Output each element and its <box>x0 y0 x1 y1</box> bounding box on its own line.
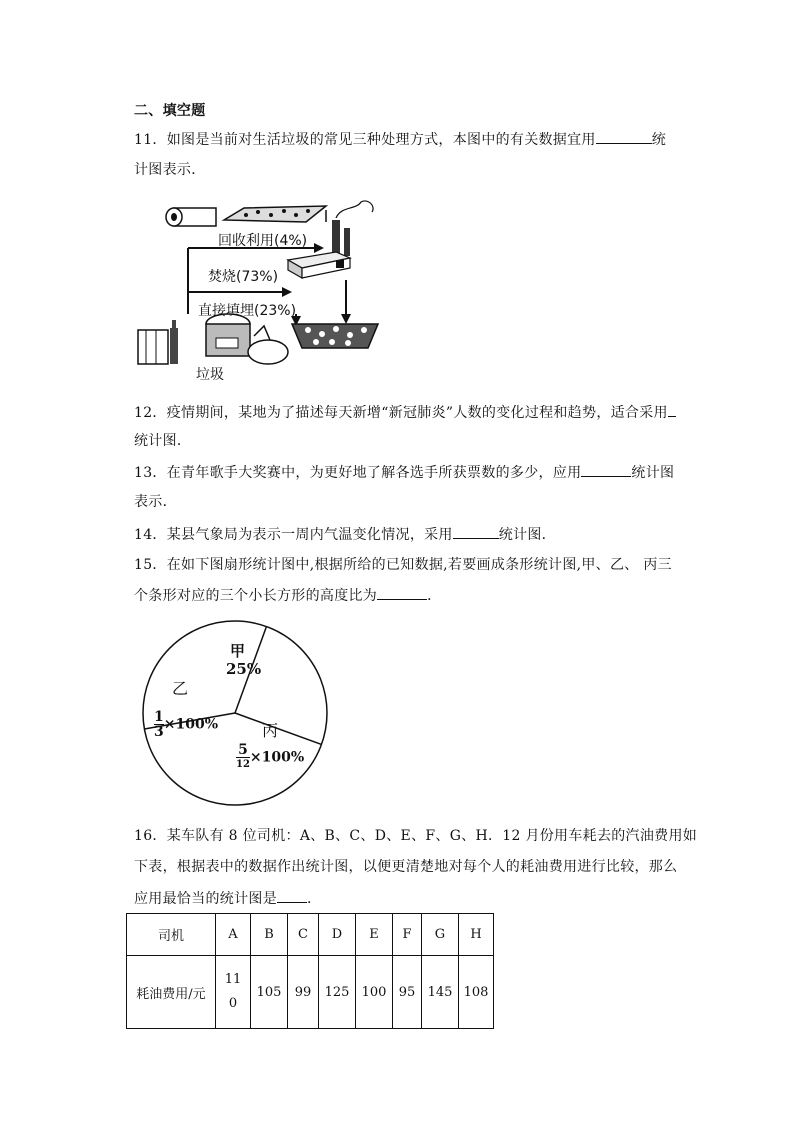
q15-text-end: ． <box>427 588 442 604</box>
slice-jia-label: 25% <box>226 660 262 678</box>
q14-text-end: 统计图． <box>498 527 556 543</box>
paper-roll-icon <box>166 208 216 226</box>
table-cell: 110 <box>216 956 251 1029</box>
garbage-label: 垃圾 <box>196 367 224 383</box>
slice-bing-name: 丙 <box>262 721 279 740</box>
q14-text: 14．某县气象局为表示一周内气温变化情况，采用 <box>134 527 453 543</box>
recycle-label: 回收利用(4%) <box>218 233 308 249</box>
slice-bing-numerator: 5 <box>236 744 250 758</box>
table-cell: B <box>251 914 288 956</box>
table-header-cost: 耗油费用/元 <box>127 956 216 1029</box>
slice-bing-denominator: 12 <box>236 759 250 770</box>
table-cell: 125 <box>319 956 356 1029</box>
slice-yi-suffix: ×100% <box>163 716 219 733</box>
table-row-costs <box>127 956 494 1029</box>
q11-text: 11．如图是当前对生活垃圾的常见三种处理方式，本图中的有关数据宜用 <box>134 132 596 148</box>
table-cell: E <box>356 914 393 956</box>
slice-yi-fraction <box>154 710 164 739</box>
slice-bing-suffix: ×100% <box>249 749 305 766</box>
table-cell: 145 <box>422 956 459 1029</box>
table-cell: 99 <box>288 956 319 1029</box>
q13-text-end: 统计图 <box>631 465 675 481</box>
landfill-pile-icon <box>292 324 378 348</box>
q15-text: 个条形对应的三个小长方形的高度比为 <box>134 588 378 604</box>
table-cell: H <box>459 914 494 956</box>
garbage-pile-icon <box>138 314 288 364</box>
table-cell: 105 <box>251 956 288 1029</box>
q13-blank[interactable] <box>581 462 631 477</box>
slice-yi-label <box>154 710 218 739</box>
q15-blank[interactable] <box>377 585 427 600</box>
pie-chart <box>140 618 330 808</box>
question-12-line-2: 统计图． <box>134 433 192 449</box>
question-15-line-1: 15．在如下图扇形统计图中,根据所给的已知数据,若要画成条形统计图,甲、乙、 丙三 <box>134 557 672 573</box>
q13-text: 13．在青年歌手大奖赛中，为更好地了解各选手所获票数的多少，应用 <box>134 465 582 481</box>
section-title: 二、填空题 <box>134 103 206 119</box>
table-row-drivers <box>127 914 494 956</box>
question-15-line-2 <box>134 585 441 606</box>
table-cell: D <box>319 914 356 956</box>
q11-blank[interactable] <box>596 129 652 144</box>
slice-yi-numerator: 1 <box>154 709 164 725</box>
question-16-line-2: 下表，根据表中的数据作出统计图，以便更清楚地对每个人的耗油费用进行比较，那么 <box>134 859 678 875</box>
q12-blank[interactable] <box>668 402 676 417</box>
question-11-line-2: 计图表示． <box>134 162 206 178</box>
slice-yi-name: 乙 <box>172 679 189 698</box>
question-13-line-1 <box>134 462 674 483</box>
slice-yi-denominator: 3 <box>154 724 164 740</box>
question-16-line-1: 16．某车队有 8 位司机：A、B、C、D、E、F、G、H．12 月份用车耗去的汽油费用如 <box>134 828 698 844</box>
table-cell: C <box>288 914 319 956</box>
q11-text-end: 统 <box>651 132 667 148</box>
question-12-line-1 <box>134 402 676 423</box>
recycled-board-icon <box>224 206 326 222</box>
garbage-processing-figure <box>136 196 396 386</box>
slice-bing-label <box>236 744 304 771</box>
table-cell: G <box>422 914 459 956</box>
table-header-driver: 司机 <box>127 914 216 956</box>
question-13-line-2: 表示． <box>134 494 177 510</box>
q16-text: 应用最恰当的统计图是 <box>134 891 277 907</box>
q14-blank[interactable] <box>453 524 499 539</box>
table-cell: 108 <box>459 956 494 1029</box>
slice-jia-name: 甲 <box>230 642 246 660</box>
table-cell: 100 <box>356 956 393 1029</box>
table-cell: F <box>393 914 422 956</box>
garbage-figure-svg <box>136 196 396 386</box>
question-11-line-1 <box>134 129 666 150</box>
table-cell: 95 <box>393 956 422 1029</box>
table-cell: A <box>216 914 251 956</box>
question-16-line-3 <box>134 888 321 909</box>
question-14-line-1 <box>134 524 556 545</box>
landfill-label: 直接填埋(23%) <box>198 303 297 319</box>
slice-bing-fraction <box>236 744 250 771</box>
q16-blank[interactable] <box>277 888 307 903</box>
fuel-cost-table <box>126 913 494 1029</box>
burn-label: 焚烧(73%) <box>208 269 279 285</box>
q16-text-end: ． <box>307 891 322 907</box>
q12-text: 12．疫情期间，某地为了描述每天新增“新冠肺炎”人数的变化过程和趋势，适合采用 <box>134 405 668 421</box>
